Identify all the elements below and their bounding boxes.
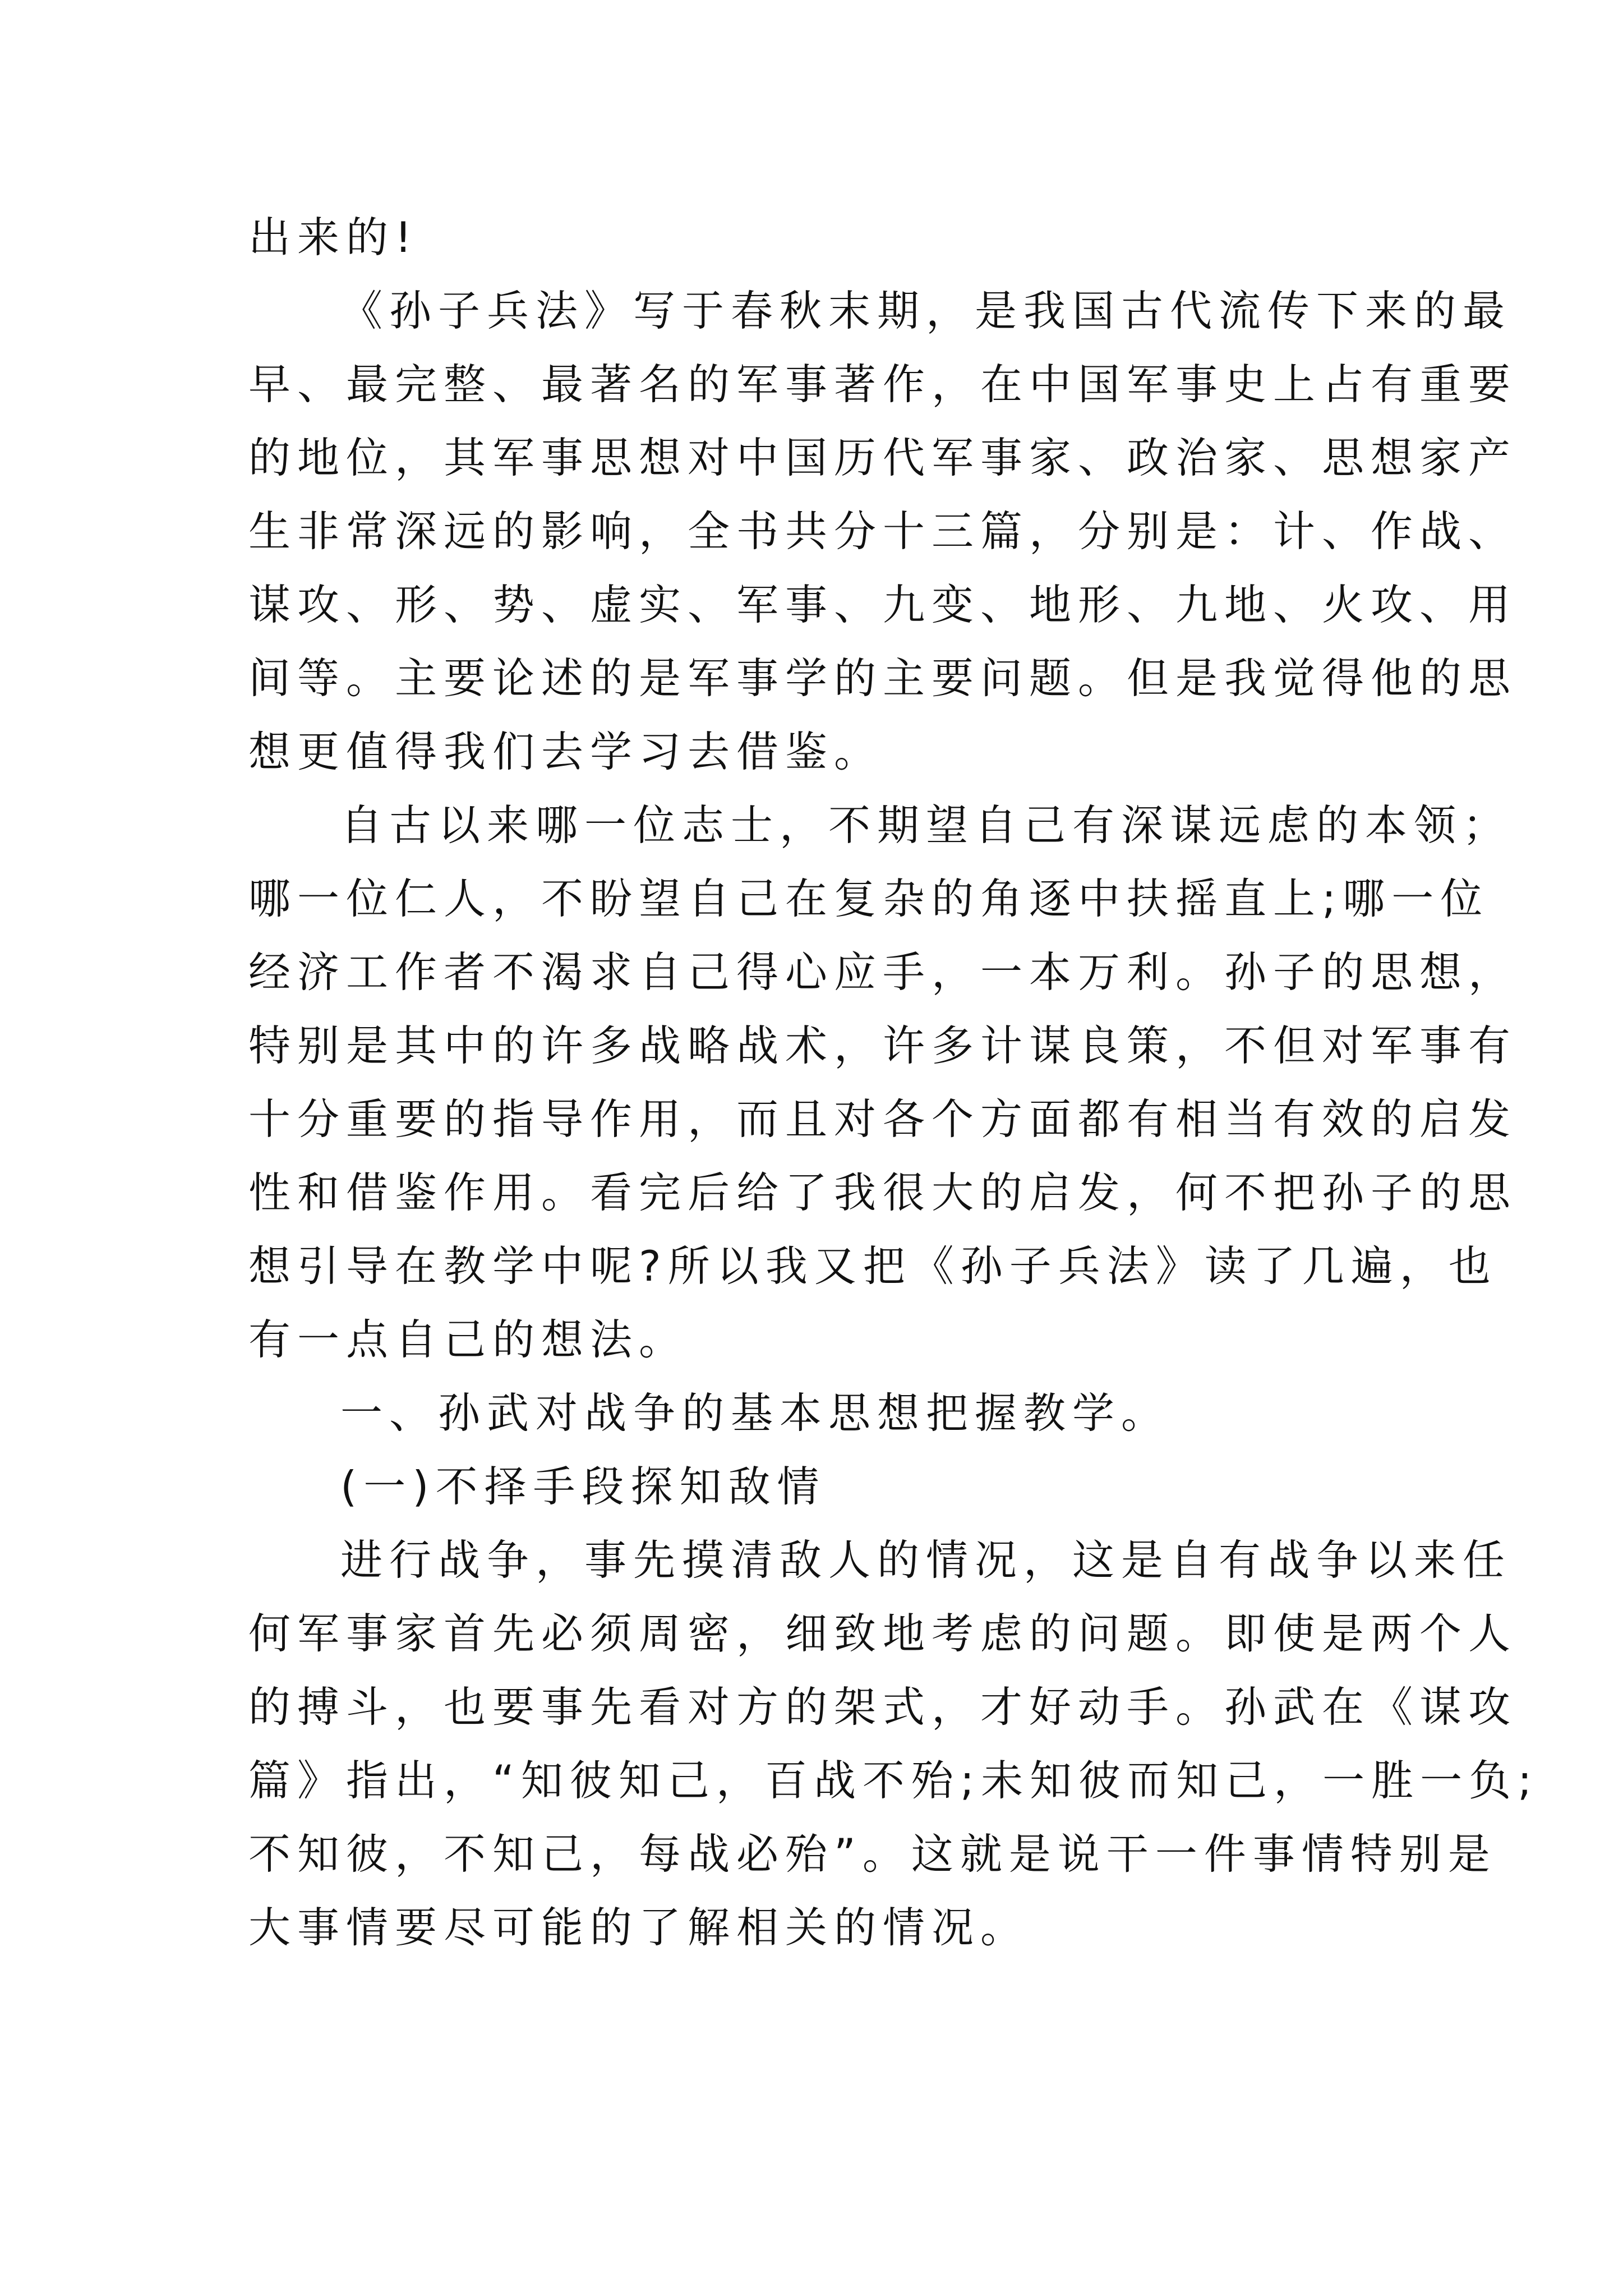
text-line: 哪一位仁人，不盼望自己在复杂的角逐中扶摇直上;哪一位 (248, 874, 1490, 923)
text-line: 的地位，其军事思想对中国历代军事家、政治家、思想家产 (248, 433, 1518, 482)
text-line: 自古以来哪一位志士，不期望自己有深谋远虑的本领； (340, 800, 1512, 850)
document-body (248, 201, 1539, 1964)
text-line: 特别是其中的许多战略战术，许多计谋良策，不但对军事有 (248, 1021, 1518, 1070)
text-line: 进行战争，事先摸清敌人的情况，这是自有战争以来任 (340, 1535, 1512, 1585)
text-line: 想更值得我们去学习去借鉴。 (248, 727, 883, 776)
heading-line: 一、孙武对战争的基本思想把握教学。 (340, 1388, 1170, 1438)
text-line: 大事情要尽可能的了解相关的情况。 (248, 1903, 1030, 1952)
text-line: 何军事家首先必须周密，细致地考虑的问题。即使是两个人 (248, 1609, 1518, 1658)
paragraph-know-the-enemy (248, 1524, 1539, 1964)
section-heading (248, 1377, 1388, 1450)
text-line: 篇》指出，“知彼知己，百战不殆;未知彼而知己，一胜一负; (248, 1756, 1539, 1805)
text-line: 十分重要的指导作用，而且对各个方面都有相当有效的启发 (248, 1094, 1518, 1144)
text-line: 想引导在教学中呢?所以我又把《孙子兵法》读了几遍，也 (248, 1241, 1497, 1291)
text-line: 出来的! (248, 213, 419, 262)
text-line: 不知彼，不知己，每战必殆”。这就是说干一件事情特别是 (248, 1829, 1497, 1879)
text-line: 有一点自己的想法。 (248, 1315, 688, 1364)
text-line: 早、最完整、最著名的军事著作，在中国军事史上占有重要 (248, 360, 1518, 409)
text-line: 间等。主要论述的是军事学的主要问题。但是我觉得他的思 (248, 654, 1518, 703)
subsection-heading (248, 1450, 1388, 1524)
paragraph-sunzi-intro (248, 274, 1518, 789)
text-line: 生非常深远的影响，全书共分十三篇，分别是：计、作战、 (248, 507, 1518, 556)
text-line: 经济工作者不渴求自己得心应手，一本万利。孙子的思想， (248, 947, 1518, 997)
paragraph-since-ancient-times (248, 789, 1518, 1377)
heading-line: (一)不择手段探知敌情 (340, 1462, 826, 1511)
text-line: 《孙子兵法》写于春秋末期，是我国古代流传下来的最 (340, 286, 1512, 335)
text-line: 的搏斗，也要事先看对方的架式，才好动手。孙武在《谋攻 (248, 1682, 1518, 1732)
text-line: 谋攻、形、势、虚实、军事、九变、地形、九地、火攻、用 (248, 580, 1518, 629)
paragraph-continuation (248, 201, 1388, 274)
text-line: 性和借鉴作用。看完后给了我很大的启发，何不把孙子的思 (248, 1168, 1518, 1217)
